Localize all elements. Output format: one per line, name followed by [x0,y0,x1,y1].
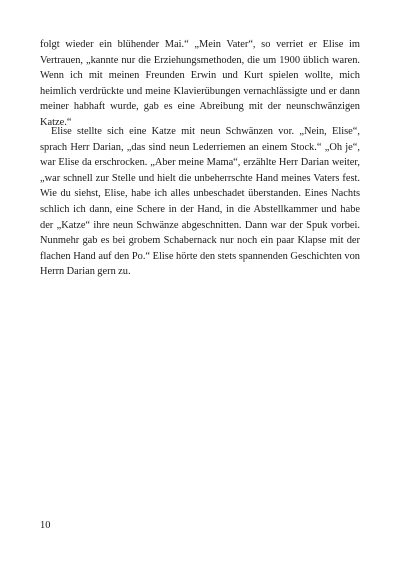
paragraph-2-text: Elise stellte sich eine Katze mit neun Schwänzen vor. „Nein, Elise“, sprach Herr Darian, „das sind neun Lederriemen an einem Stock.“ „Oh je“, war Elise da erschrocken. „Aber meine Mama“, erzählte Herr Darian weiter, „war schnell zur Stelle und hielt die unbeherrschte Hand meines Vaters fest. Wie du siehst, Elise, habe ich alles unbeschadet überstanden. Eines Nachts schlich ich dann, eine Schere in der Hand, in die Abstellkammer und habe der „Katze“ ihre neun Schwänze abgeschnitten. Dann war der Spuk vorbei. Nunmehr gab es bei grobem Schabernack nur noch ein paar Klapse mit der flachen Hand auf den Po.“ Elise hörte den stets spannenden Geschichten von Herrn Darian gern zu. [40,126,360,278]
paragraph-1: folgt wieder ein blühender Mai.“ „Mein Vater“, so verriet er Elise im Vertrauen, „kannte nur die Erziehungsmethoden, die um 1900 üblich waren. Wenn ich mit meinen Freunden Erwin und Kurt spielen wollte, mich heimlich verdrückte und meine Klavierübungen vernachlässigte und er dann meiner habhaft wurde, gab es eine Abreibung mit der neunschwänzigen Katze.“ [40,39,360,128]
page-number: 10 [40,520,51,531]
paragraph-2 [40,124,360,280]
